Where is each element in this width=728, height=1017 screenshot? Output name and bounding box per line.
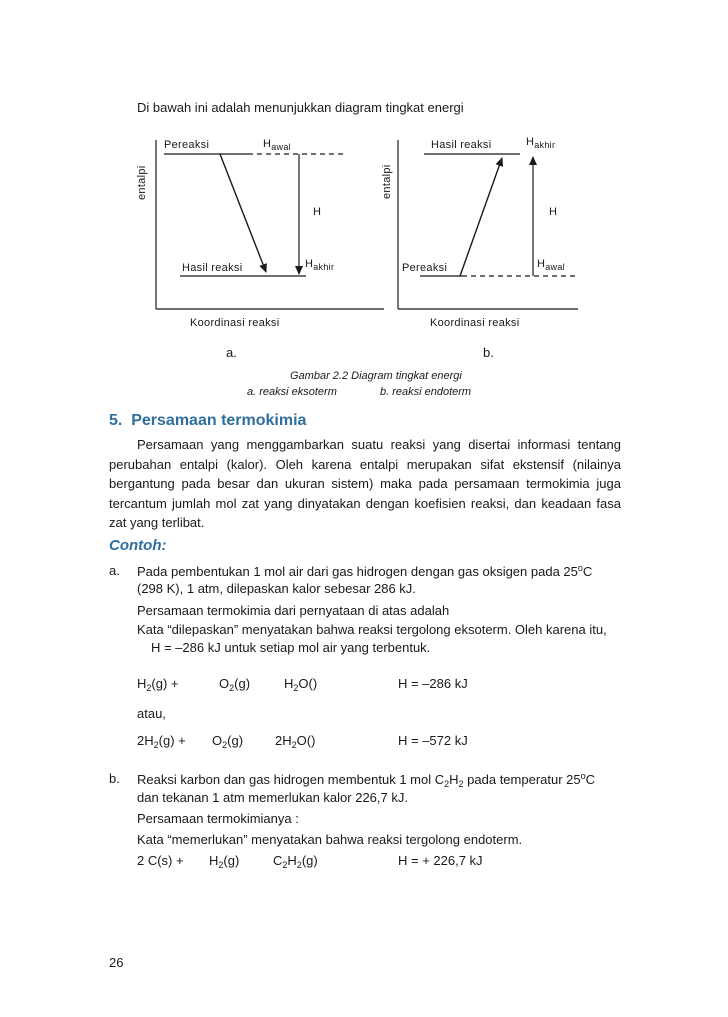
item-b-marker: b. xyxy=(109,771,120,786)
equation-b-enthalpy: H = + 226,7 kJ xyxy=(398,853,483,868)
item-b-line1: Reaksi karbon dan gas hidrogen membentuk 1 mol $C_2H_2$ pada temperatur 25$^o$C xyxy=(137,771,596,789)
diagram-a-letter: a. xyxy=(226,345,237,360)
item-a-atau: atau, xyxy=(137,706,166,721)
item-b-line4: Kata “memerlukan” menyatakan bahwa reaksi tergolong endoterm. xyxy=(137,832,523,847)
item-b-line3: Persamaan termokimianya : xyxy=(137,811,299,826)
equation-a1-enthalpy: H = –286 kJ xyxy=(398,676,468,691)
intro-text: Di bawah ini adalah menunjukkan diagram tingkat energi xyxy=(137,100,464,115)
equation-b-product: $C_2H_2(g)$ xyxy=(273,853,318,870)
diagram-a-h-initial: $H_{awal}$ xyxy=(263,138,291,152)
equation-a1-reactant2: $O_2(g)$ xyxy=(219,676,251,693)
equation-a1-reactant1: $H_2(g)$ + xyxy=(137,676,179,693)
diagram-a-delta-h: H xyxy=(313,206,322,218)
equation-a2-product: $2H_2O()$ xyxy=(275,733,316,750)
equation-b-reactant2: $H_2(g)$ xyxy=(209,853,240,870)
diagram-a-reaction-arrow xyxy=(220,154,266,272)
equation-a2-enthalpy: H = –572 kJ xyxy=(398,733,468,748)
item-a-line3: Persamaan termokimia dari pernyataan di atas adalah xyxy=(137,603,450,618)
equation-a2-reactant2: $O_2(g)$ xyxy=(212,733,244,750)
diagram-a-graphics xyxy=(156,140,384,309)
diagram-a-xlabel: Koordinasi reaksi xyxy=(190,317,280,329)
diagram-b-xlabel: Koordinasi reaksi xyxy=(430,317,520,329)
contoh-heading: Contoh: xyxy=(109,537,167,554)
section-heading xyxy=(109,412,306,430)
diagram-b-h-final: $H_{akhir}$ xyxy=(526,136,556,150)
diagram-a-reactant-label: Pereaksi xyxy=(164,139,210,151)
diagram-b-reaction-arrow xyxy=(460,158,502,276)
item-a-line2: (298 K), 1 atm, dilepaskan kalor sebesar 286 kJ. xyxy=(137,581,416,596)
item-a-marker: a. xyxy=(109,563,120,578)
diagram-b-product-label: Hasil reaksi xyxy=(431,139,492,151)
figure-caption-a: a. reaksi eksoterm xyxy=(247,386,337,398)
item-a-line4: Kata “dilepaskan” menyatakan bahwa reaksi tergolong eksoterm. Oleh karena itu, xyxy=(137,622,607,637)
diagram-b-reactant-label: Pereaksi xyxy=(402,262,448,274)
item-b-line2: dan tekanan 1 atm memerlukan kalor 226,7 kJ. xyxy=(137,790,408,805)
diagram-b-h-initial: $H_{awal}$ xyxy=(537,258,565,272)
equation-b-reactant1: 2 C(s) + xyxy=(137,853,184,868)
item-a-line1: Pada pembentukan 1 mol air dari gas hidrogen dengan gas oksigen pada 25$^o$C xyxy=(137,563,593,579)
equation-a1-product: $H_2O()$ xyxy=(284,676,318,693)
figure-caption-b: b. reaksi endoterm xyxy=(380,386,472,398)
diagram-b-letter: b. xyxy=(483,345,494,360)
page-number: 26 xyxy=(109,955,124,970)
diagram-a-h-final: $H_{akhir}$ xyxy=(305,258,335,272)
diagram-a-product-label: Hasil reaksi xyxy=(182,262,243,274)
diagram-a-ylabel: entalpi xyxy=(136,165,148,200)
figure-caption-title: Gambar 2.2 Diagram tingkat energi xyxy=(290,370,462,382)
item-a-line5: H = –286 kJ untuk setiap mol air yang terbentuk. xyxy=(151,640,431,655)
diagram-b-ylabel: entalpi xyxy=(381,164,393,199)
diagram-b-delta-h: H xyxy=(549,206,558,218)
diagram-b-graphics xyxy=(398,140,578,309)
section-title: Persamaan termokimia xyxy=(131,412,307,429)
section-paragraph: Persamaan yang menggambarkan suatu reaksi yang disertai informasi tentang perubahan entalpi (kalor). Oleh karena entalpi merupakan sifat ekstensif (nilainya bergantung pada besar dan ukuran sistem) maka pada persamaan termokimia juga tercantum jumlah mol zat yang dinyatakan dengan koefisien reaksi, dan keadaan fasa zat yang terlibat. xyxy=(109,437,621,530)
section-number: 5. xyxy=(109,412,123,429)
equation-a2-reactant1: $2H_2(g)$ + xyxy=(137,733,186,750)
